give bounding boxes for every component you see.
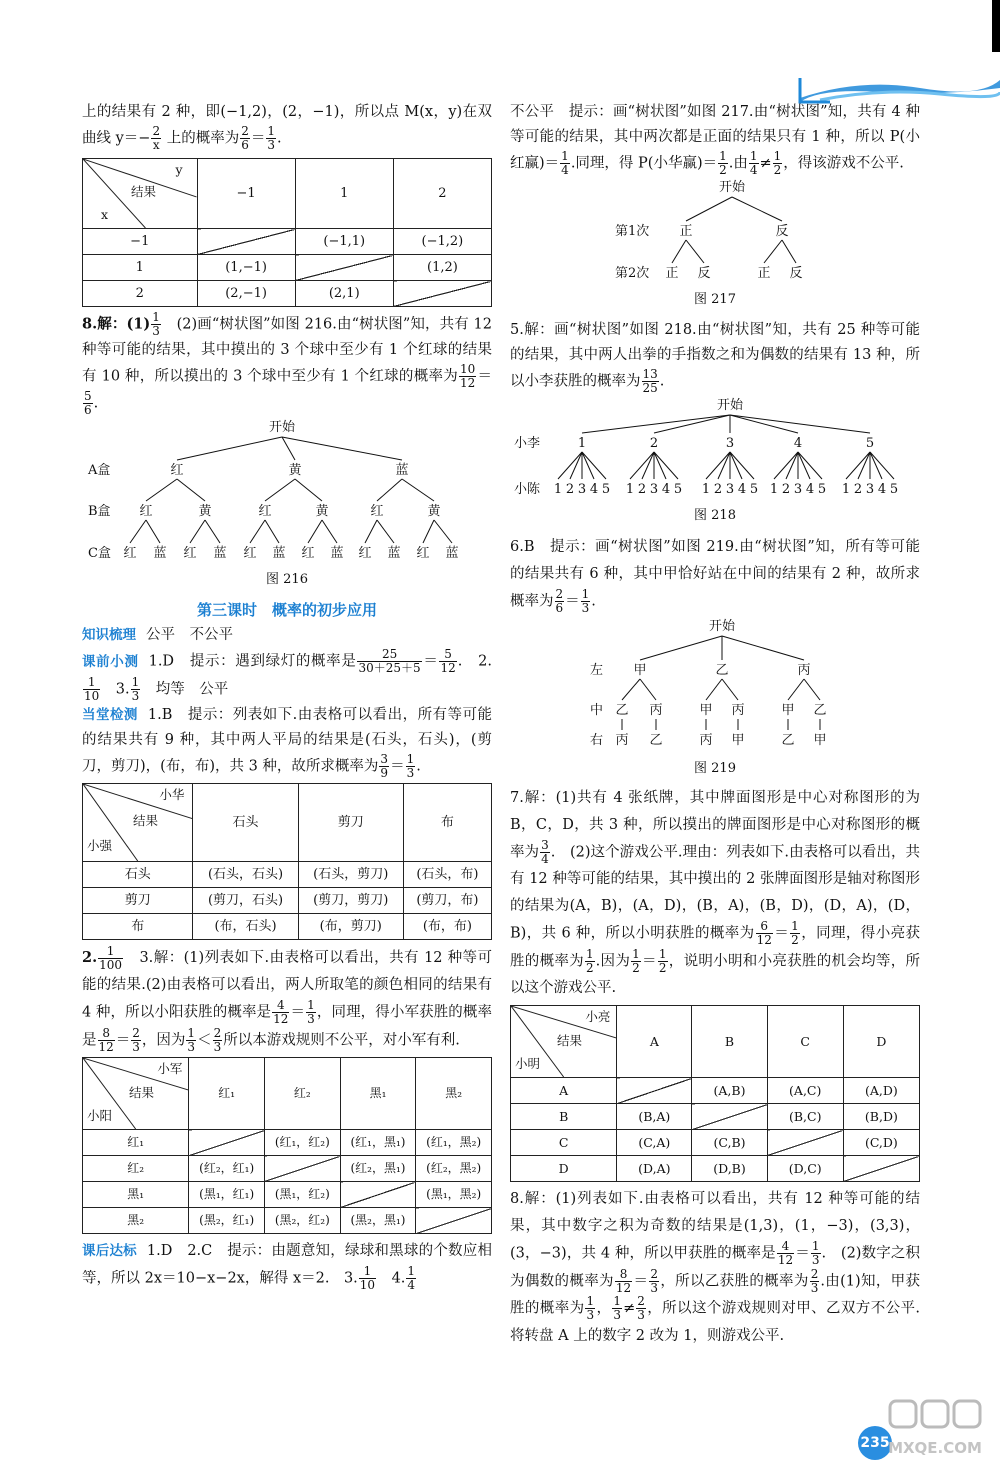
tree-leaf: 3 xyxy=(649,482,659,497)
table-corner: y 结果 x xyxy=(83,159,198,229)
tree-leaf: 5 xyxy=(673,482,683,497)
svg-text:乙: 乙 xyxy=(781,732,795,748)
tree-branch xyxy=(582,452,606,479)
svg-text:中: 中 xyxy=(590,702,604,718)
tree-leaf: 2 xyxy=(713,482,723,497)
svg-text:MXQE.COM: MXQE.COM xyxy=(888,1439,982,1457)
tree-leaf: 4 xyxy=(877,482,887,497)
figure-caption: 图 218 xyxy=(694,508,736,523)
tree-leaf: 5 xyxy=(889,482,899,497)
svg-text:黄: 黄 xyxy=(315,504,329,519)
svg-text:丙: 丙 xyxy=(699,732,713,748)
svg-text:乙: 乙 xyxy=(715,662,729,678)
tree-leaf: 3 xyxy=(793,482,803,497)
col-header: 2 xyxy=(393,159,491,229)
svg-text:乙: 乙 xyxy=(615,702,629,718)
tree-diagram-217 xyxy=(510,177,920,287)
table-rock-paper-scissors: 小华 结果 小强 石头 剪刀 布 石头 (石头，石头) (石头，剪刀) (石头，布) 剪刀 (剪刀，石头) (剪刀，剪刀) (剪刀，布) 布 (布，石头) (布，剪刀) (布，布) xyxy=(82,783,492,940)
svg-text:第1次: 第1次 xyxy=(615,224,650,239)
tree-leaf: 1 xyxy=(553,482,563,497)
page-number: 235 xyxy=(858,1426,892,1460)
svg-text:甲: 甲 xyxy=(633,662,647,678)
svg-text:红: 红 xyxy=(183,546,197,561)
tree-branch xyxy=(654,452,678,479)
svg-text:蓝: 蓝 xyxy=(213,546,227,561)
svg-text:反: 反 xyxy=(789,266,803,281)
tree-leaf: 3 xyxy=(577,482,587,497)
in-class-test: 当堂检测 1.B 提示：列表如下.由表格可以看出，所有等可能的结果共有 9 种，其中两人平局的结果是(石头，石头)，(剪刀，剪刀)，(布，布)，共 3 种，故所求概率为 $\frac{3}{9}$ ＝ $\frac{1}{3}$ . xyxy=(82,707,492,780)
svg-text:乙: 乙 xyxy=(649,732,663,748)
tree-branch xyxy=(718,452,730,479)
svg-text:蓝: 蓝 xyxy=(330,546,344,561)
tree-diagram-218 xyxy=(510,395,920,503)
tree-leaf: 5 xyxy=(749,482,759,497)
svg-text:正: 正 xyxy=(679,224,693,239)
svg-text:红: 红 xyxy=(170,463,184,478)
svg-text:红: 红 xyxy=(301,546,315,561)
after-class: 课后达标 1.D 2.C 提示：由题意知，绿球和黑球的个数应相等，所以 2x＝10−x−2x，解得 x＝2. 3. $\frac{1}{10}$ 4. $\frac{1}{4}$ xyxy=(82,1243,493,1292)
tree-branch xyxy=(846,452,870,479)
tree-branch xyxy=(706,452,730,479)
tree-level-label: 小李 xyxy=(514,436,541,451)
svg-text:甲: 甲 xyxy=(813,732,827,748)
fraction: $\frac{2}{x}$ xyxy=(152,124,161,152)
svg-text:红: 红 xyxy=(258,504,272,519)
svg-text:甲: 甲 xyxy=(699,702,713,718)
tree-branch xyxy=(858,452,870,479)
svg-text:第2次: 第2次 xyxy=(615,266,650,281)
tree-leaf: 4 xyxy=(661,482,671,497)
col-header: 1 xyxy=(295,159,393,229)
answer-8-right: 8.解：(1)列表如下.由表格可以看出，共有 12 种等可能的结果，其中数字之积为奇数的结果是(1,3)，(1，−3)，(3,3)，(3，−3)，共 4 种，所以甲获胜的概率是 $\frac{4}{12}$ ＝ $\frac{1}{3}$ . (2)数字之积为偶数的概率为 $\frac{8}{12}$ ＝ $\frac{2}{3}$ ，所以乙获胜的概率为 $\frac{2}{3}$ .由(1)知，甲获胜的概率为 $\frac{1}{3}$ ， $\frac{1}{3}$ ≠ $\frac{2}{3}$ ，所以这个游戏规则对甲、乙双方不公平.将转盘 A 上的数字 2 改为 1，则游戏公平. xyxy=(510,1191,921,1344)
answer-5: 5.解：画“树状图”如图 218.由“树状图”知，共有 25 种等可能的结果，其中两人出拳的手指数之和为偶数的结果有 13 种，所以小李获胜的概率为 $\frac{13}{25}$ . xyxy=(510,322,920,395)
svg-text:蓝: 蓝 xyxy=(272,546,286,561)
tree-leaf: 2 xyxy=(565,482,575,497)
tree-leaf: 1 xyxy=(769,482,779,497)
answer-2-3: 2. $\frac{1}{100}$ 3.解：(1)列表如下.由表格可以看出，共有 12 种等可能的结果.(2)由表格可以看出，两人所取笔的颜色相同的结果有 4 种，所以小阳获胜的概率是 $\frac{4}{12}$ ＝ $\frac{1}{3}$ ，同理，得小军获胜的概率是 $\frac{8}{12}$ ＝ $\frac{2}{3}$ ，因为 $\frac{1}{3}$ ＜ $\frac{2}{3}$ 所以本游戏规则不公平，对小军有利. xyxy=(82,943,492,1054)
svg-text:黄: 黄 xyxy=(427,504,441,519)
svg-text:黄: 黄 xyxy=(198,504,212,519)
tree-leaf: 4 xyxy=(805,482,815,497)
tree-branch xyxy=(730,415,870,433)
tree-node: 2 xyxy=(649,436,659,451)
svg-text:正: 正 xyxy=(665,266,679,281)
tree-branch xyxy=(582,452,594,479)
answer-8: 8.解：(1) $\frac{1}{3}$ (2)画“树状图”如图 216.由“树状图”知，共有 12 种等可能的结果，其中摸出的 3 个球中至少有 1 个红球的结果有 10 种，所以摸出的 3 个球中至少有 1 个红球的概率为 $\frac{10}{12}$ ＝ $\frac{5}{6}$ . xyxy=(82,310,493,417)
figure-caption: 图 219 xyxy=(694,760,736,776)
svg-text:C盒: C盒 xyxy=(88,546,111,561)
svg-text:反: 反 xyxy=(697,266,711,281)
tree-branch xyxy=(654,415,730,433)
tree-leaf: 1 xyxy=(701,482,711,497)
tree-leaf: 2 xyxy=(853,482,863,497)
row-header: −1 xyxy=(83,229,198,255)
tree-branch xyxy=(642,452,654,479)
tree-leaf: 1 xyxy=(841,482,851,497)
tree-branch xyxy=(798,452,810,479)
tree-diagram-219 xyxy=(510,616,920,756)
svg-text:丙: 丙 xyxy=(797,662,811,678)
svg-text:正: 正 xyxy=(757,266,771,281)
svg-text:反: 反 xyxy=(775,224,789,239)
table-cards: 小亮 结果 小明 A B C D A (A,B) (A,C) (A,D) B (B,A) (B,C) (B,D) C (C,A) (C,B) (C,D) D (D,A) (D,B) (D,C) xyxy=(510,1005,920,1182)
svg-text:丙: 丙 xyxy=(615,732,629,748)
answer-7-end: 上的结果有 2 种，即(−1,2)，(2，−1)，所以点 M(x，y)在双曲线 y＝− $\frac{2}{x}$ 上的概率为 $\frac{2}{6}$ ＝ $\frac{1}{3}$ . xyxy=(82,104,492,152)
row-header: 2 xyxy=(83,281,198,307)
tree-leaf: 2 xyxy=(781,482,791,497)
svg-text:A盒: A盒 xyxy=(88,463,111,478)
tree-node: 5 xyxy=(865,436,875,451)
answer-7: 7.解：(1)共有 4 张纸牌，其中牌面图形是中心对称图形的为 B，C，D，共 3 种，所以摸出的牌面图形是中心对称图形的概率为 $\frac{3}{4}$ . (2)这个游戏公平.理由：列表如下.由表格可以看出，共有 12 种等可能的结果，其中摸出的 2 张牌面图形是轴对称图形的结果为(A，B)，(A，D)，(B，A)，(B，D)，(D，A)，(D，B)，共 6 种，所以小明获胜的概率为 $\frac{6}{12}$ ＝ $\frac{1}{2}$ ，同理，得小亮获胜的概率为 $\frac{1}{2}$ .因为 $\frac{1}{2}$ ＝ $\frac{1}{2}$ ，说明小明和小亮获胜的机会均等，所以这个游戏公平. xyxy=(510,789,921,996)
tree-leaf: 1 xyxy=(625,482,635,497)
row-header: 1 xyxy=(83,255,198,281)
tree-leaf: 3 xyxy=(865,482,875,497)
svg-text:蓝: 蓝 xyxy=(445,546,459,561)
tree-branch xyxy=(654,452,666,479)
tree-branch xyxy=(570,452,582,479)
svg-text:红: 红 xyxy=(243,546,257,561)
tree-branch xyxy=(630,452,654,479)
tree-leaf: 5 xyxy=(601,482,611,497)
svg-text:左: 左 xyxy=(590,662,604,678)
tree-leaf: 4 xyxy=(737,482,747,497)
page-edge-bar xyxy=(992,0,1000,52)
svg-text:甲: 甲 xyxy=(781,702,795,718)
svg-text:红: 红 xyxy=(123,546,137,561)
svg-text:红: 红 xyxy=(416,546,430,561)
tree-branch xyxy=(870,452,882,479)
tree-branch xyxy=(870,452,894,479)
tree-branch xyxy=(730,415,798,433)
tree-branch xyxy=(730,452,742,479)
tree-branch xyxy=(558,452,582,479)
tree-branch xyxy=(798,452,822,479)
figure-caption: 图 217 xyxy=(694,292,736,307)
svg-text:蓝: 蓝 xyxy=(395,463,409,478)
tree-level-label: 小陈 xyxy=(514,482,541,497)
svg-text:开始: 开始 xyxy=(268,420,296,435)
tree-leaf: 2 xyxy=(637,482,647,497)
figure-caption: 图 216 xyxy=(266,572,308,587)
svg-text:开始: 开始 xyxy=(718,180,746,195)
svg-text:右: 右 xyxy=(590,732,604,748)
svg-text:开始: 开始 xyxy=(708,618,736,634)
answer-6: 6.B 提示：画“树状图”如图 219.由“树状图”知，所有等可能的结果共有 6 种，其中甲恰好站在中间的结果有 2 种，故所求概率为 $\frac{2}{6}$ ＝ $\frac{1}{3}$ . xyxy=(510,539,920,615)
watermark-logo-icon xyxy=(880,1395,990,1465)
pre-class-test: 课前小测 1.D 提示：遇到绿灯的概率是 $\frac{25}{30+25+5}$ ＝ $\frac{5}{12}$ . 2. $\frac{1}{10}$ 3. $\frac{1}{3}$ 均等 公平 xyxy=(82,647,492,703)
tree-leaf: 4 xyxy=(589,482,599,497)
tree-leaf: 3 xyxy=(725,482,735,497)
answer-4: 不公平 提示：画“树状图”如图 217.由“树状图”知，共有 4 种等可能的结果，其中两次都是正面的结果只有 1 种，所以 P(小红赢)＝ $\frac{1}{4}$ .同理，得 P(小华赢)＝ $\frac{1}{2}$ .由 $\frac{1}{4}$ ≠ $\frac{1}{2}$ ，得该游戏不公平. xyxy=(510,104,920,177)
svg-text:红: 红 xyxy=(358,546,372,561)
left-column xyxy=(82,100,492,1293)
svg-text:蓝: 蓝 xyxy=(153,546,167,561)
tree-branch xyxy=(774,452,798,479)
tree-node: 4 xyxy=(793,436,803,451)
tree-node: 3 xyxy=(725,436,735,451)
svg-text:红: 红 xyxy=(139,504,153,519)
right-column xyxy=(510,100,920,1350)
table-pens: 小军 结果 小阳 红₁ 红₂ 黑₁ 黑₂ 红₁ (红₁，红₂) (红₁，黑₁) (红₁，黑₂) 红₂ (红₂，红₁) (红₂，黑₁) (红₂，黑₂) 黑₁ (黑₁，红₁) (黑₁，红₂) (黑₁，黑₂) 黑₂ (黑₂，红₁) (黑₂，红₂) (黑₂，黑₁) xyxy=(82,1057,492,1234)
svg-text:丙: 丙 xyxy=(649,702,663,718)
svg-text:红: 红 xyxy=(370,504,384,519)
tree-node: 1 xyxy=(577,436,587,451)
tree-branch xyxy=(730,452,754,479)
knowledge-summary: 知识梳理 公平 不公平 xyxy=(82,627,233,643)
tree-diagram-216 xyxy=(82,417,492,567)
table-point-results: y 结果 x −1 1 2 −1 (−1,1) (−1,2) 1 (1,−1) (1,2) 2 (2,−1) (2,1) xyxy=(82,158,492,307)
svg-text:丙: 丙 xyxy=(731,702,745,718)
tree-branch xyxy=(786,452,798,479)
tree-branch xyxy=(582,415,730,433)
section-title: 第三课时 概率的初步应用 xyxy=(196,601,377,619)
svg-text:B盒: B盒 xyxy=(88,504,111,519)
svg-text:乙: 乙 xyxy=(813,702,827,718)
svg-text:黄: 黄 xyxy=(288,463,302,478)
svg-text:蓝: 蓝 xyxy=(387,546,401,561)
tree-leaf: 5 xyxy=(817,482,827,497)
col-header: −1 xyxy=(197,159,295,229)
svg-text:甲: 甲 xyxy=(731,732,745,748)
tree-root: 开始 xyxy=(716,398,744,413)
